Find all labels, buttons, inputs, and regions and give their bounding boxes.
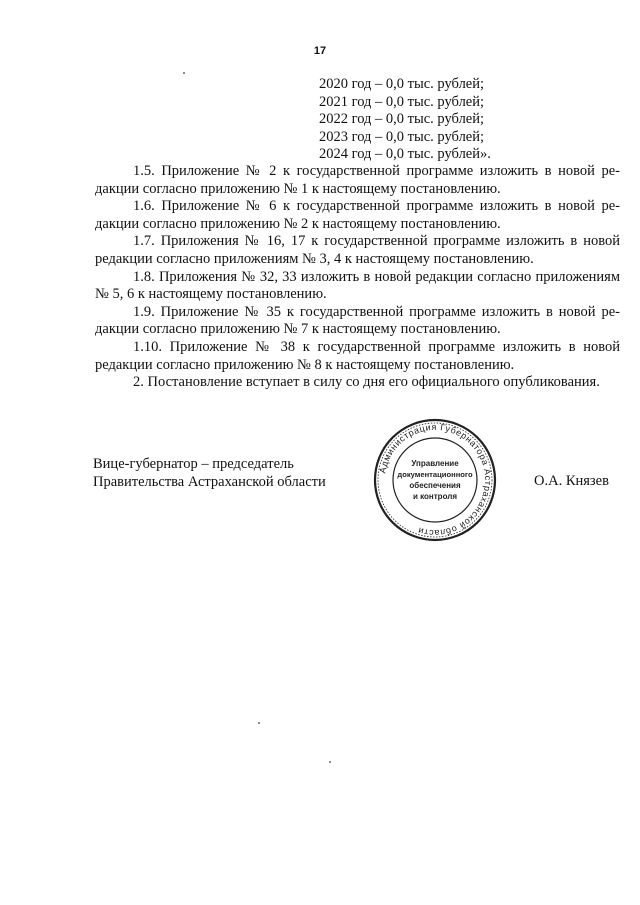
- funding-line: 2020 год – 0,0 тыс. рублей;: [319, 76, 485, 92]
- paragraph-1-10: 1.10. Приложение № 38 к государственной программе изложить в новой редакции согласно приложению № 8 к настоящему постановлению.: [95, 338, 620, 373]
- paragraph-1-9: 1.9. Приложение № 35 к государственной программе изложить в новой редакции согласно приложению № 7 к настоящему постановлению.: [95, 303, 620, 338]
- seal-center-line: Управление: [411, 459, 459, 468]
- document-body: [95, 163, 620, 392]
- official-seal: [372, 417, 498, 543]
- scan-speck: [329, 761, 331, 763]
- paragraph-1-7: 1.7. Приложения № 16, 17 к государственной программе изложить в новой редакции согласно приложениям № 3, 4 к настоящему постановлению.: [95, 233, 620, 267]
- scan-speck: [183, 72, 185, 74]
- seal-center-line: обеспечения: [409, 481, 461, 490]
- funding-line: 2022 год – 0,0 тыс. рублей;: [319, 111, 485, 128]
- seal-center-line: и контроля: [413, 492, 457, 501]
- signatory-position: [93, 456, 326, 491]
- signatory-position-line: Правительства Астраханской области: [93, 473, 326, 490]
- signatory-name: О.А. Князев: [534, 473, 609, 489]
- paragraph-1-6: 1.6. Приложение № 6 к государственной программе изложить в новой редакции согласно приложению № 2 к настоящему постановлению.: [95, 198, 620, 232]
- page-number: 17: [313, 45, 327, 57]
- seal-ring-text: Администрация Губернатора Астраханской области: [377, 421, 494, 539]
- paragraph-1-8: 1.8. Приложения № 32, 33 изложить в новой редакции согласно приложениям № 5, 6 к настоящему постановлению.: [95, 268, 620, 303]
- scan-speck: [258, 722, 260, 724]
- paragraph-2: 2. Постановление вступает в силу со дня его официального опубликования.: [133, 374, 600, 391]
- paragraph-1-5: 1.5. Приложение № 2 к государственной программе изложить в новой редакции согласно приложению № 1 к настоящему постановлению.: [95, 163, 620, 197]
- signatory-position-line: Вице-губернатор – председатель: [93, 456, 294, 472]
- funding-list: [319, 76, 491, 164]
- funding-line: 2023 год – 0,0 тыс. рублей;: [319, 128, 485, 145]
- funding-line: 2024 год – 0,0 тыс. рублей».: [319, 146, 491, 163]
- funding-line: 2021 год – 0,0 тыс. рублей;: [319, 93, 485, 110]
- seal-center-line: документационного: [397, 470, 473, 479]
